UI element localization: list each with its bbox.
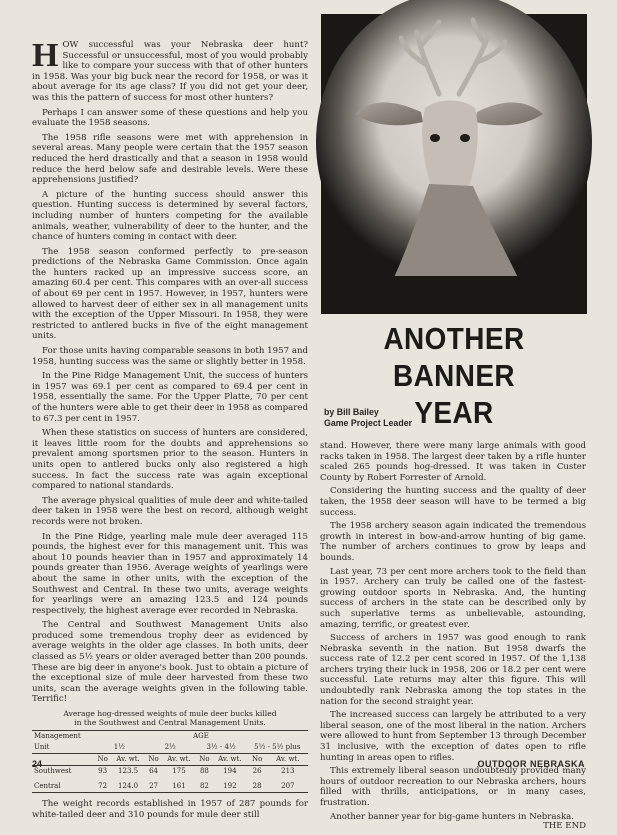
age-class-header: 1½ — [113, 743, 125, 752]
body-paragraph: For those units having comparable seasons in both 1957 and 1958, hunting success was the same or slightly better in 1958. — [32, 346, 308, 367]
table-cell: 72 — [94, 781, 111, 793]
body-paragraph: The increased success can largely be attributed to a very liberal season, one of the most liberal in the nation. Archers were allowed to hunt from September 13 through December 31 inclusive, with the exception of dates open to rifle hunting in areas open to rifles. — [320, 710, 586, 763]
table-cell: 28 — [247, 781, 268, 793]
table-cell: 161 — [162, 781, 195, 793]
table-cell: 192 — [213, 781, 246, 793]
body-paragraph: The Central and Southwest Management Units also produced some tremendous trophy deer as evidenced by average weights in the older age classes. In both units, deer classed as 5½ years or older averaged better than 200 pounds. These are big deer in anyone's book. Just to obtain a picture of the exceptional size of mule deer harvested from these two units, scan the average weights given in the following table. Terrific! — [32, 620, 308, 705]
sub-header-wt: Av. wt. — [268, 754, 308, 766]
sub-header-no: No — [247, 754, 268, 766]
body-paragraph: Another banner year for big-game hunters in Nebraska. THE END — [320, 812, 586, 832]
the-end-marker: THE END — [543, 821, 586, 832]
table-cell: 213 — [281, 767, 295, 776]
body-paragraph: In the Pine Ridge Management Unit, the success of hunters in 1957 was 69.1 per cent as compared to 69.4 per cent in 1958, essentially the same. For the Upper Platte, 70 per cent of the hunters were able to get their deer in 1958 as compared to 67.3 per cent in 1957. — [32, 371, 308, 424]
body-paragraph: Last year, 73 per cent more archers took to the field than in 1957. Archery can truly be called one of the fastest-growing outdoor sports in Nebraska. And, the hunting success of archers in the state can be described only by such superlative terms as unbelievable, astounding, amazing, terrific, or greatest ever. — [320, 566, 586, 630]
table-cell: 175 — [172, 767, 186, 776]
drop-cap: H — [32, 37, 59, 74]
page-number: 24 — [32, 759, 43, 769]
table-row — [32, 766, 308, 778]
age-class-header: 5½ - 5½ plus — [254, 743, 301, 752]
body-paragraph: Success of archers in 1957 was good enough to rank Nebraska seventh in the nation. But 1958 dwarfs the success rate of 12.2 per cent scored in 1957. Of the 1,138 archers trying their luck in 1958, 206 or 18.2 per cent were successful. Late returns may alter this figure. This will undoubtedly rank Nebraska among the top states in the nation for the second straight year. — [320, 633, 586, 707]
deer-photo-icon — [321, 14, 587, 314]
deer-photo — [321, 14, 587, 314]
sub-header-no: No — [145, 754, 162, 766]
table-cell: 26 — [252, 767, 262, 776]
table-cell: 207 — [268, 781, 308, 793]
left-column — [32, 37, 308, 824]
body-paragraph: The 1958 season conformed perfectly to pre-season predictions of the Nebraska Game Commission. Once again the hunters racked up an impressive success score, an amazing 60.4 per cent. This compares with an over-all success of about 69 per cent in 1957. However, in 1957, hunters were allowed to harvest deer of either sex in all management units with the exception of the Upper Missouri. In 1958, they were restricted to antlered bucks in five of the eight management units. — [32, 246, 308, 342]
body-paragraph: The average physical qualities of mule deer and white-tailed deer taken in 1958 were the best on record, although weight records were not broken. — [32, 495, 308, 527]
body-paragraph: The weight records established in 1957 of 287 pounds for white-tailed deer and 310 pounds for mule deer still — [32, 799, 308, 820]
table-cell: 93 — [98, 767, 108, 776]
right-column — [320, 441, 586, 835]
intro-paragraph: HOW successful was your Nebraska deer hunt? Successful or unsuccessful, most of you would probably like to compare your success with that of other hunters in 1958. Was your big buck near the record for 1958, or was it about average for its age class? If you did not get your deer, was this the pattern of success for most other hunters? — [32, 37, 308, 103]
sub-header-wt: Av. wt. — [111, 754, 144, 766]
body-paragraph: In the Pine Ridge, yearling male mule deer averaged 115 pounds, the highest ever for this management unit. This was about 10 pounds heavier than in 1957 and approximately 14 pounds greater than 1956. Average weights of yearlings were about the same in other units, with the exception of the Southwest and Central. In these two units, average weights for yearlings were an amazing 123.5 and 124 pounds respectively, the highest average ever recorded in Nebraska. — [32, 531, 308, 616]
body-paragraph: Perhaps I can answer some of these questions and help you evaluate the 1958 seasons. — [32, 107, 308, 129]
body-paragraph: When these statistics on success of hunters are considered, it leaves little room for the doubts and apprehensions so prevalent among sportsmen prior to the season. Hunters in units open to antlered bucks only also registered a high success. In fact the success rate was again exceptional compared to national standards. — [32, 428, 308, 492]
age-class-header: 3½ - 4½ — [206, 743, 236, 752]
table-caption: Average hog-dressed weights of mule deer bucks killed in the Southwest and Central Management Units. — [63, 709, 277, 728]
table-cell: 64 — [149, 767, 158, 776]
table-cell-unit: Central — [32, 781, 94, 793]
sub-header-wt: Av. wt. — [213, 754, 246, 766]
body-paragraph: Considering the hunting success and the quality of deer taken, the 1958 deer season will have to be termed a big success. — [320, 486, 586, 518]
body-paragraph: The 1958 rifle seasons were met with apprehension in several areas. Many people were certain that the 1957 season reduced the herd drastically and that a season in 1958 would reduce the herd below safe and desirable levels. Were these apprehensions justified? — [32, 132, 308, 186]
table-cell-unit: Southwest — [34, 767, 72, 776]
table-header-age: AGE — [94, 731, 308, 743]
sub-header-wt: Av. wt. — [162, 754, 195, 766]
table-row — [32, 781, 308, 793]
body-paragraph: A picture of the hunting success should answer this question. Hunting success is determined by several factors, including number of hunters competing for the available animals, weather, vulnerability of deer to the hunter, and the chance of hunters coming in contact with deer. — [32, 189, 308, 243]
table-cell: 82 — [196, 781, 213, 793]
author-name: by Bill Bailey — [324, 407, 379, 417]
sub-header-no: No — [196, 754, 213, 766]
table-cell: 27 — [145, 781, 162, 793]
table-cell: 88 — [199, 767, 209, 776]
age-class-header: 2½ — [164, 743, 176, 752]
table-cell: 124.0 — [111, 781, 144, 793]
table-header-unit: Management — [32, 731, 94, 743]
body-paragraph: stand. However, there were many large animals with good racks taken in 1958. The largest deer taken by a rifle hunter scaled 265 pounds hog-dressed. It was taken in Custer County by Robert Forrester of Arnold. — [320, 441, 586, 483]
table-header-unit: Unit — [34, 743, 50, 752]
author-role: Game Project Leader — [324, 418, 413, 428]
table-cell: 123.5 — [118, 767, 139, 776]
body-paragraph: This extremely liberal season undoubtedly provided many hours of outdoor recreation to our Nebraska archers, hours filled with thrills, anticipations, or in many cases, frustration. — [320, 766, 586, 808]
magazine-name: OUTDOOR NEBRASKA — [477, 759, 585, 769]
weights-table — [32, 730, 308, 793]
body-paragraph: The 1958 archery season again indicated the tremendous growth in interest in bow-and-arrow hunting of big game. The number of archers continues to grow by leaps and bounds. — [320, 521, 586, 563]
article-title: ANOTHER BANNER YEAR — [383, 321, 525, 430]
table-cell: 194 — [223, 767, 237, 776]
byline — [324, 407, 524, 429]
sub-header-no: No — [94, 754, 111, 766]
